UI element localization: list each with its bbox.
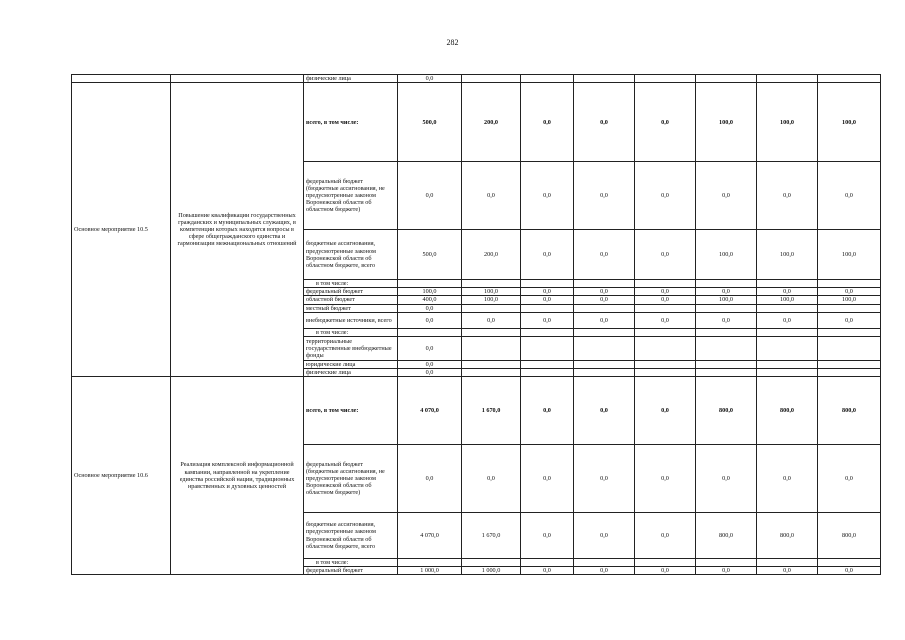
value-cell: 0,0	[574, 162, 635, 230]
value-cell: 0,0	[818, 445, 881, 513]
measure-label: Основное мероприятие 10.5	[72, 83, 171, 377]
measure-description: Реализация комплексной информационной кампании, направленной на укрепление единства российской нации, традиционных нравственных и духовных ценностей	[171, 377, 304, 575]
value-cell	[757, 75, 818, 83]
value-cell: 0,0	[462, 445, 521, 513]
value-cell	[574, 336, 635, 360]
value-cell	[574, 75, 635, 83]
value-cell: 800,0	[696, 513, 757, 559]
value-cell: 0,0	[635, 296, 696, 304]
value-cell: 0,0	[818, 288, 881, 296]
value-cell: 0,0	[574, 445, 635, 513]
value-cell	[462, 360, 521, 368]
value-cell	[462, 559, 521, 567]
funding-source: в том числе:	[304, 328, 398, 336]
value-cell	[696, 75, 757, 83]
value-cell	[635, 336, 696, 360]
value-cell	[521, 368, 574, 376]
value-cell: 100,0	[818, 230, 881, 280]
funding-source: федеральный бюджет (бюджетные ассигнования, не предусмотренные законом Воронежской области об областном бюджете)	[304, 162, 398, 230]
value-cell: 100,0	[462, 296, 521, 304]
value-cell: 4 070,0	[398, 513, 462, 559]
value-cell: 1 000,0	[462, 567, 521, 575]
value-cell	[757, 336, 818, 360]
value-cell	[462, 280, 521, 288]
value-cell	[757, 304, 818, 312]
value-cell	[635, 280, 696, 288]
value-cell: 1 670,0	[462, 377, 521, 445]
value-cell: 100,0	[757, 296, 818, 304]
value-cell: 800,0	[818, 377, 881, 445]
value-cell	[757, 360, 818, 368]
value-cell	[521, 336, 574, 360]
funding-source: местный бюджет	[304, 304, 398, 312]
value-cell: 500,0	[398, 83, 462, 162]
value-cell	[398, 328, 462, 336]
funding-source: территориальные государственные внебюджетные фонды	[304, 336, 398, 360]
value-cell: 0,0	[521, 296, 574, 304]
value-cell: 0,0	[574, 513, 635, 559]
value-cell	[818, 304, 881, 312]
value-cell: 100,0	[696, 83, 757, 162]
value-cell	[696, 328, 757, 336]
funding-source: бюджетные ассигнования, предусмотренные законом Воронежской области об областном бюджете, всего	[304, 513, 398, 559]
measure-description: Повышение квалификации государственных гражданских и муниципальных служащих, в компетенции которых находятся вопросы в сфере общегражданского единства и гармонизации межнациональных отношений	[171, 83, 304, 377]
value-cell: 0,0	[574, 312, 635, 328]
value-cell	[818, 75, 881, 83]
value-cell: 0,0	[635, 377, 696, 445]
value-cell: 0,0	[635, 162, 696, 230]
budget-table	[71, 74, 881, 575]
value-cell: 200,0	[462, 83, 521, 162]
value-cell: 1 000,0	[398, 567, 462, 575]
value-cell: 100,0	[757, 83, 818, 162]
value-cell	[521, 304, 574, 312]
value-cell: 0,0	[521, 445, 574, 513]
value-cell: 0,0	[635, 230, 696, 280]
value-cell	[521, 280, 574, 288]
value-cell: 100,0	[696, 230, 757, 280]
value-cell: 0,0	[696, 567, 757, 575]
value-cell	[574, 559, 635, 567]
value-cell: 0,0	[696, 445, 757, 513]
value-cell	[818, 328, 881, 336]
value-cell	[818, 368, 881, 376]
measure-name-cell	[171, 75, 304, 83]
value-cell	[696, 336, 757, 360]
value-cell: 0,0	[462, 162, 521, 230]
value-cell	[462, 304, 521, 312]
funding-source: всего, в том числе:	[304, 83, 398, 162]
value-cell: 0,0	[635, 288, 696, 296]
value-cell	[635, 304, 696, 312]
value-cell: 0,0	[521, 162, 574, 230]
funding-source: бюджетные ассигнования, предусмотренные законом Воронежской области об областном бюджете, всего	[304, 230, 398, 280]
value-cell	[398, 559, 462, 567]
value-cell: 0,0	[635, 445, 696, 513]
value-cell: 100,0	[462, 288, 521, 296]
value-cell: 0,0	[757, 567, 818, 575]
page-number: 282	[446, 38, 459, 47]
value-cell: 100,0	[398, 288, 462, 296]
value-cell: 200,0	[462, 230, 521, 280]
funding-source: федеральный бюджет (бюджетные ассигнования, не предусмотренные законом Воронежской области об областном бюджете)	[304, 445, 398, 513]
value-cell: 100,0	[696, 296, 757, 304]
value-cell: 0,0	[635, 312, 696, 328]
value-cell: 0,0	[398, 304, 462, 312]
value-cell	[818, 280, 881, 288]
table-row	[72, 377, 881, 445]
value-cell: 0,0	[696, 288, 757, 296]
value-cell	[635, 360, 696, 368]
value-cell: 0,0	[398, 368, 462, 376]
funding-source: юридические лица	[304, 360, 398, 368]
funding-source: в том числе:	[304, 280, 398, 288]
measure-label: Основное мероприятие 10.6	[72, 377, 171, 575]
value-cell: 0,0	[818, 312, 881, 328]
value-cell: 0,0	[521, 288, 574, 296]
value-cell: 0,0	[635, 513, 696, 559]
value-cell: 0,0	[521, 312, 574, 328]
value-cell	[696, 280, 757, 288]
value-cell: 0,0	[398, 162, 462, 230]
funding-source: федеральный бюджет	[304, 288, 398, 296]
value-cell: 4 070,0	[398, 377, 462, 445]
value-cell	[696, 559, 757, 567]
funding-source: физические лица	[304, 368, 398, 376]
value-cell: 0,0	[757, 162, 818, 230]
value-cell: 800,0	[757, 513, 818, 559]
funding-source: внебюджетные источники, всего	[304, 312, 398, 328]
value-cell	[757, 328, 818, 336]
value-cell	[462, 75, 521, 83]
funding-source: федеральный бюджет	[304, 567, 398, 575]
funding-source: физические лица	[304, 75, 398, 83]
value-cell	[696, 368, 757, 376]
value-cell: 800,0	[818, 513, 881, 559]
value-cell	[574, 360, 635, 368]
value-cell: 0,0	[635, 567, 696, 575]
value-cell	[818, 360, 881, 368]
value-cell: 0,0	[818, 162, 881, 230]
value-cell: 0,0	[398, 75, 462, 83]
value-cell: 0,0	[574, 230, 635, 280]
value-cell: 0,0	[574, 288, 635, 296]
value-cell	[462, 368, 521, 376]
value-cell: 0,0	[521, 83, 574, 162]
funding-source: всего, в том числе:	[304, 377, 398, 445]
value-cell: 0,0	[757, 445, 818, 513]
value-cell	[574, 304, 635, 312]
value-cell: 0,0	[398, 445, 462, 513]
value-cell	[521, 328, 574, 336]
value-cell: 0,0	[521, 230, 574, 280]
value-cell	[635, 368, 696, 376]
value-cell: 0,0	[398, 360, 462, 368]
value-cell: 100,0	[757, 230, 818, 280]
measure-cell	[72, 75, 171, 83]
value-cell	[462, 336, 521, 360]
value-cell: 0,0	[398, 336, 462, 360]
value-cell: 0,0	[521, 567, 574, 575]
value-cell: 0,0	[574, 567, 635, 575]
table-row	[72, 83, 881, 162]
value-cell	[818, 336, 881, 360]
value-cell	[574, 328, 635, 336]
value-cell	[757, 368, 818, 376]
value-cell: 500,0	[398, 230, 462, 280]
funding-source: областной бюджет	[304, 296, 398, 304]
value-cell	[574, 280, 635, 288]
value-cell: 0,0	[757, 312, 818, 328]
value-cell	[574, 368, 635, 376]
funding-source: в том числе:	[304, 559, 398, 567]
value-cell	[462, 328, 521, 336]
value-cell: 400,0	[398, 296, 462, 304]
value-cell	[398, 280, 462, 288]
value-cell: 1 670,0	[462, 513, 521, 559]
table-row	[72, 75, 881, 83]
value-cell	[696, 360, 757, 368]
value-cell	[696, 304, 757, 312]
value-cell	[521, 360, 574, 368]
value-cell: 0,0	[398, 312, 462, 328]
value-cell	[818, 559, 881, 567]
value-cell	[757, 559, 818, 567]
value-cell: 0,0	[635, 83, 696, 162]
value-cell: 800,0	[757, 377, 818, 445]
value-cell	[521, 75, 574, 83]
value-cell: 100,0	[818, 296, 881, 304]
value-cell: 0,0	[521, 513, 574, 559]
value-cell: 0,0	[757, 288, 818, 296]
value-cell: 0,0	[574, 83, 635, 162]
value-cell: 0,0	[574, 296, 635, 304]
value-cell	[635, 75, 696, 83]
value-cell: 0,0	[462, 312, 521, 328]
value-cell: 0,0	[696, 312, 757, 328]
value-cell	[635, 328, 696, 336]
value-cell: 100,0	[818, 83, 881, 162]
value-cell: 0,0	[521, 377, 574, 445]
value-cell	[635, 559, 696, 567]
value-cell: 0,0	[818, 567, 881, 575]
value-cell: 0,0	[574, 377, 635, 445]
value-cell	[521, 559, 574, 567]
value-cell: 0,0	[696, 162, 757, 230]
value-cell: 800,0	[696, 377, 757, 445]
value-cell	[757, 280, 818, 288]
